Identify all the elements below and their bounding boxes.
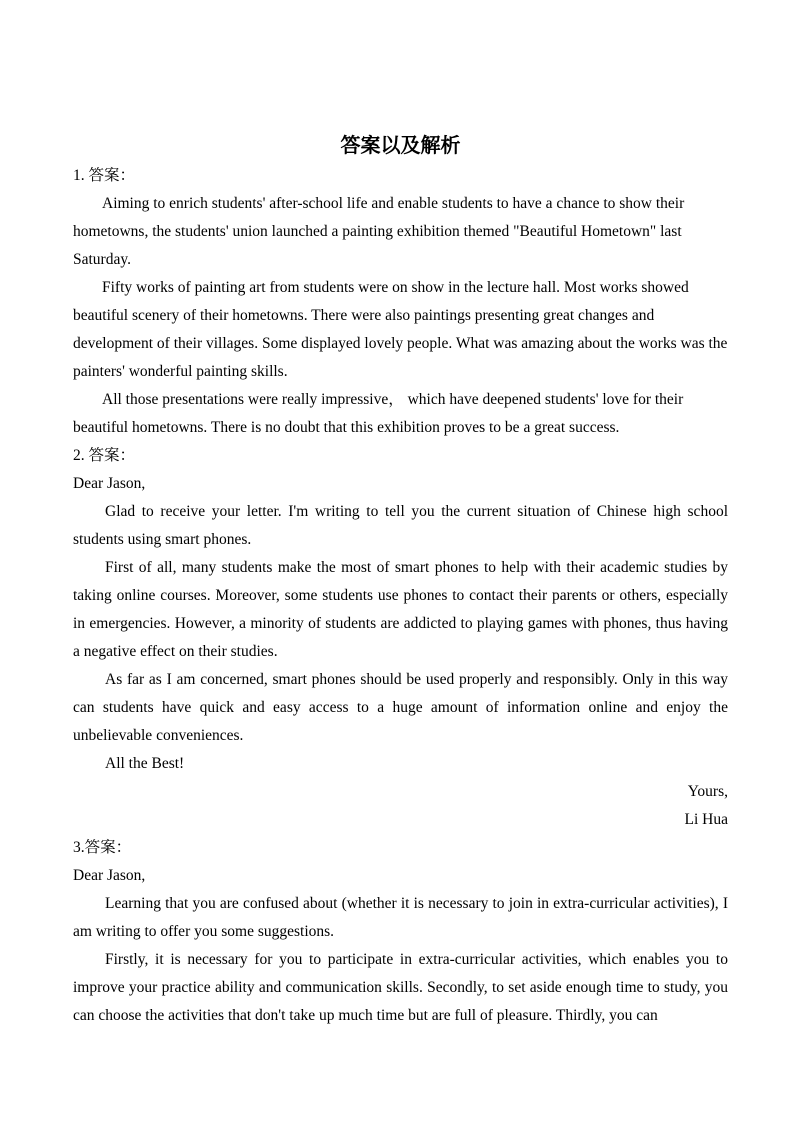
section-3-paragraph-1: Learning that you are confused about (whether it is necessary to join in extra-curricular activities), I am writing to offer you some suggestions. — [73, 895, 728, 940]
section-3-greeting: Dear Jason, — [73, 867, 146, 884]
section-2-paragraph-1: Glad to receive your letter. I'm writing to tell you the current situation of Chinese high school students using smart phones. — [73, 503, 728, 548]
section-2-closing: Yours, — [687, 783, 728, 800]
section-3-paragraph-2: Firstly, it is necessary for you to participate in extra-curricular activities, which enables you to improve your practice ability and communication skills. Secondly, to set aside enough time to study, you can choose the activities that don't take up much time but are full of pleasure. Thirdly, you can — [73, 951, 728, 1024]
document-title: 答案以及解析 — [340, 133, 461, 157]
section-2-paragraph-2: First of all, many students make the most of smart phones to help with their academic studies by taking online courses. Moreover, some students use phones to contact their parents or others, especially in emergencies. However, a minority of students are addicted to playing games with phones, thus having a negative effect on their studies. — [73, 559, 728, 660]
section-2-paragraph-3: As far as I am concerned, smart phones should be used properly and responsibly. Only in this way can students have quick and easy access to a huge amount of information online and enjoy the unbelievable conveniences. — [73, 671, 728, 744]
section-1-paragraph-1: Aiming to enrich students' after-school life and enable students to have a chance to show their hometowns, the students' union launched a painting exhibition themed "Beautiful Hometown" last Saturday. — [73, 195, 685, 268]
section-1-paragraph-2: Fifty works of painting art from students were on show in the lecture hall. Most works showed beautiful scenery of their hometowns. There were also paintings presenting great changes and development of their villages. Some displayed lovely people. What was amazing about the works was the painters' wonderful painting skills. — [73, 279, 728, 380]
section-2-sign-off: All the Best! — [105, 755, 185, 772]
section-2-label: 2. 答案： — [73, 447, 136, 464]
section-1-label: 1. 答案： — [73, 167, 136, 184]
section-3-label: 3.答案： — [73, 839, 132, 856]
section-1-paragraph-3: All those presentations were really impressive， which have deepened students' love for their beautiful hometowns. There is no doubt that this exhibition proves to be a great success. — [73, 391, 684, 436]
section-2-greeting: Dear Jason, — [73, 475, 146, 492]
answer-document — [73, 130, 728, 1030]
section-2-signature: Li Hua — [684, 811, 728, 828]
